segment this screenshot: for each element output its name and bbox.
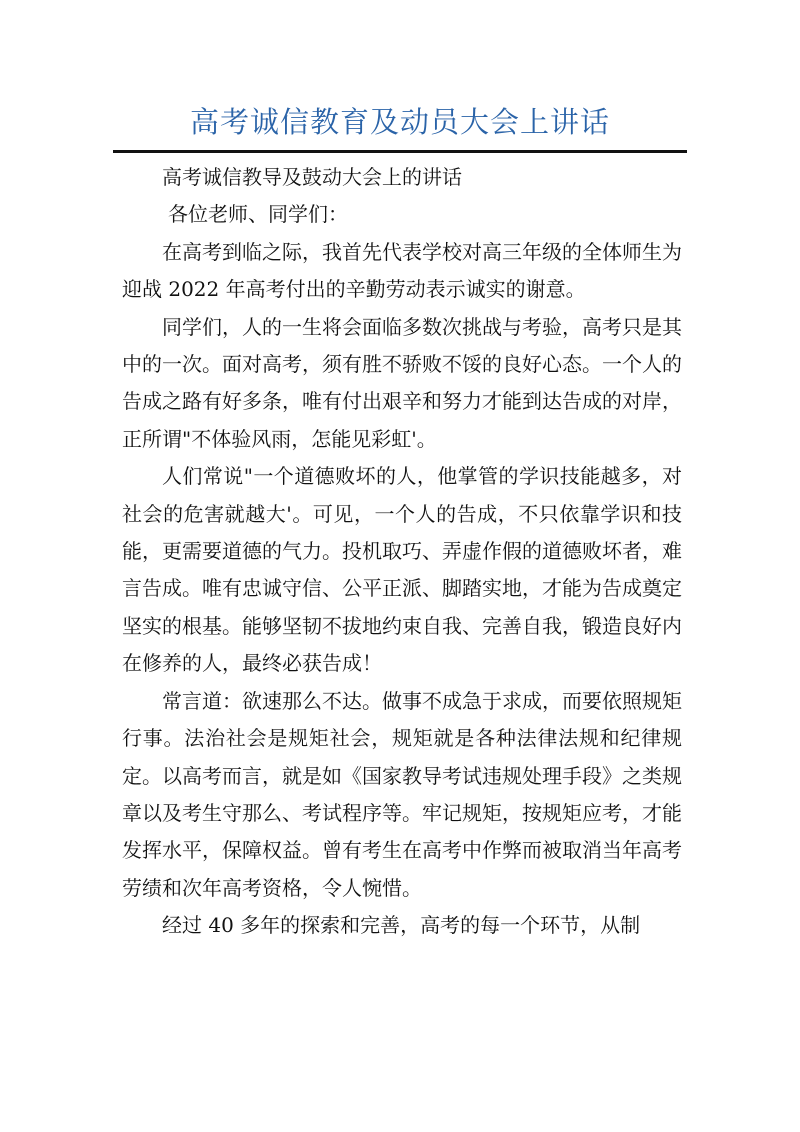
document-title: 高考诚信教育及动员大会上讲话 bbox=[189, 105, 610, 139]
document-subtitle: 高考诚信教导及鼓动大会上的讲话 bbox=[162, 165, 462, 189]
paragraph: 常言道：欲速那么不达。做事不成急于求成，而要依照规矩行事。法治社会是规矩社会，规矩就是各种法律法规和纪律规定。以高考而言，就是如《国家教导考试违规处理手段》之类规章以及考生守那么、考试程序等。牢记规矩，按规矩应考，才能发挥水平，保障权益。曾有考生在高考中作弊而被取消当年高考劳绩和次年高考资格，令人惋惜。 bbox=[122, 688, 682, 900]
paragraph: 人们常说"一个道德败坏的人，他掌管的学识技能越多，对社会的危害就越大'。可见，一个人的告成，不只依靠学识和技能，更需要道德的气力。投机取巧、弄虚作假的道德败坏者，难言告成。唯有忠诚守信、公平正派、脚踏实地，才能为告成奠定坚实的根基。能够坚韧不拔地约束自我、完善自我，锻造良好内在修养的人，最终必获告成！ bbox=[122, 464, 682, 676]
title-divider bbox=[113, 150, 687, 153]
paragraph: 在高考到临之际，我首先代表学校对高三年级的全体师生为迎战 2022 年高考付出的辛勤劳动表示诚实的谢意。 bbox=[122, 239, 682, 302]
document-body bbox=[122, 159, 682, 945]
paragraph: 同学们，人的一生将会面临多数次挑战与考验，高考只是其中的一次。面对高考，须有胜不骄败不馁的良好心态。一个人的告成之路有好多条，唯有付出艰辛和努力才能到达告成的对岸，正所谓"不体验风雨，怎能见彩虹'。 bbox=[122, 314, 682, 451]
paragraph: 经过 40 多年的探索和完善，高考的每一个环节，从制 bbox=[162, 913, 641, 938]
greeting: 各位老师、同学们： bbox=[168, 202, 348, 227]
